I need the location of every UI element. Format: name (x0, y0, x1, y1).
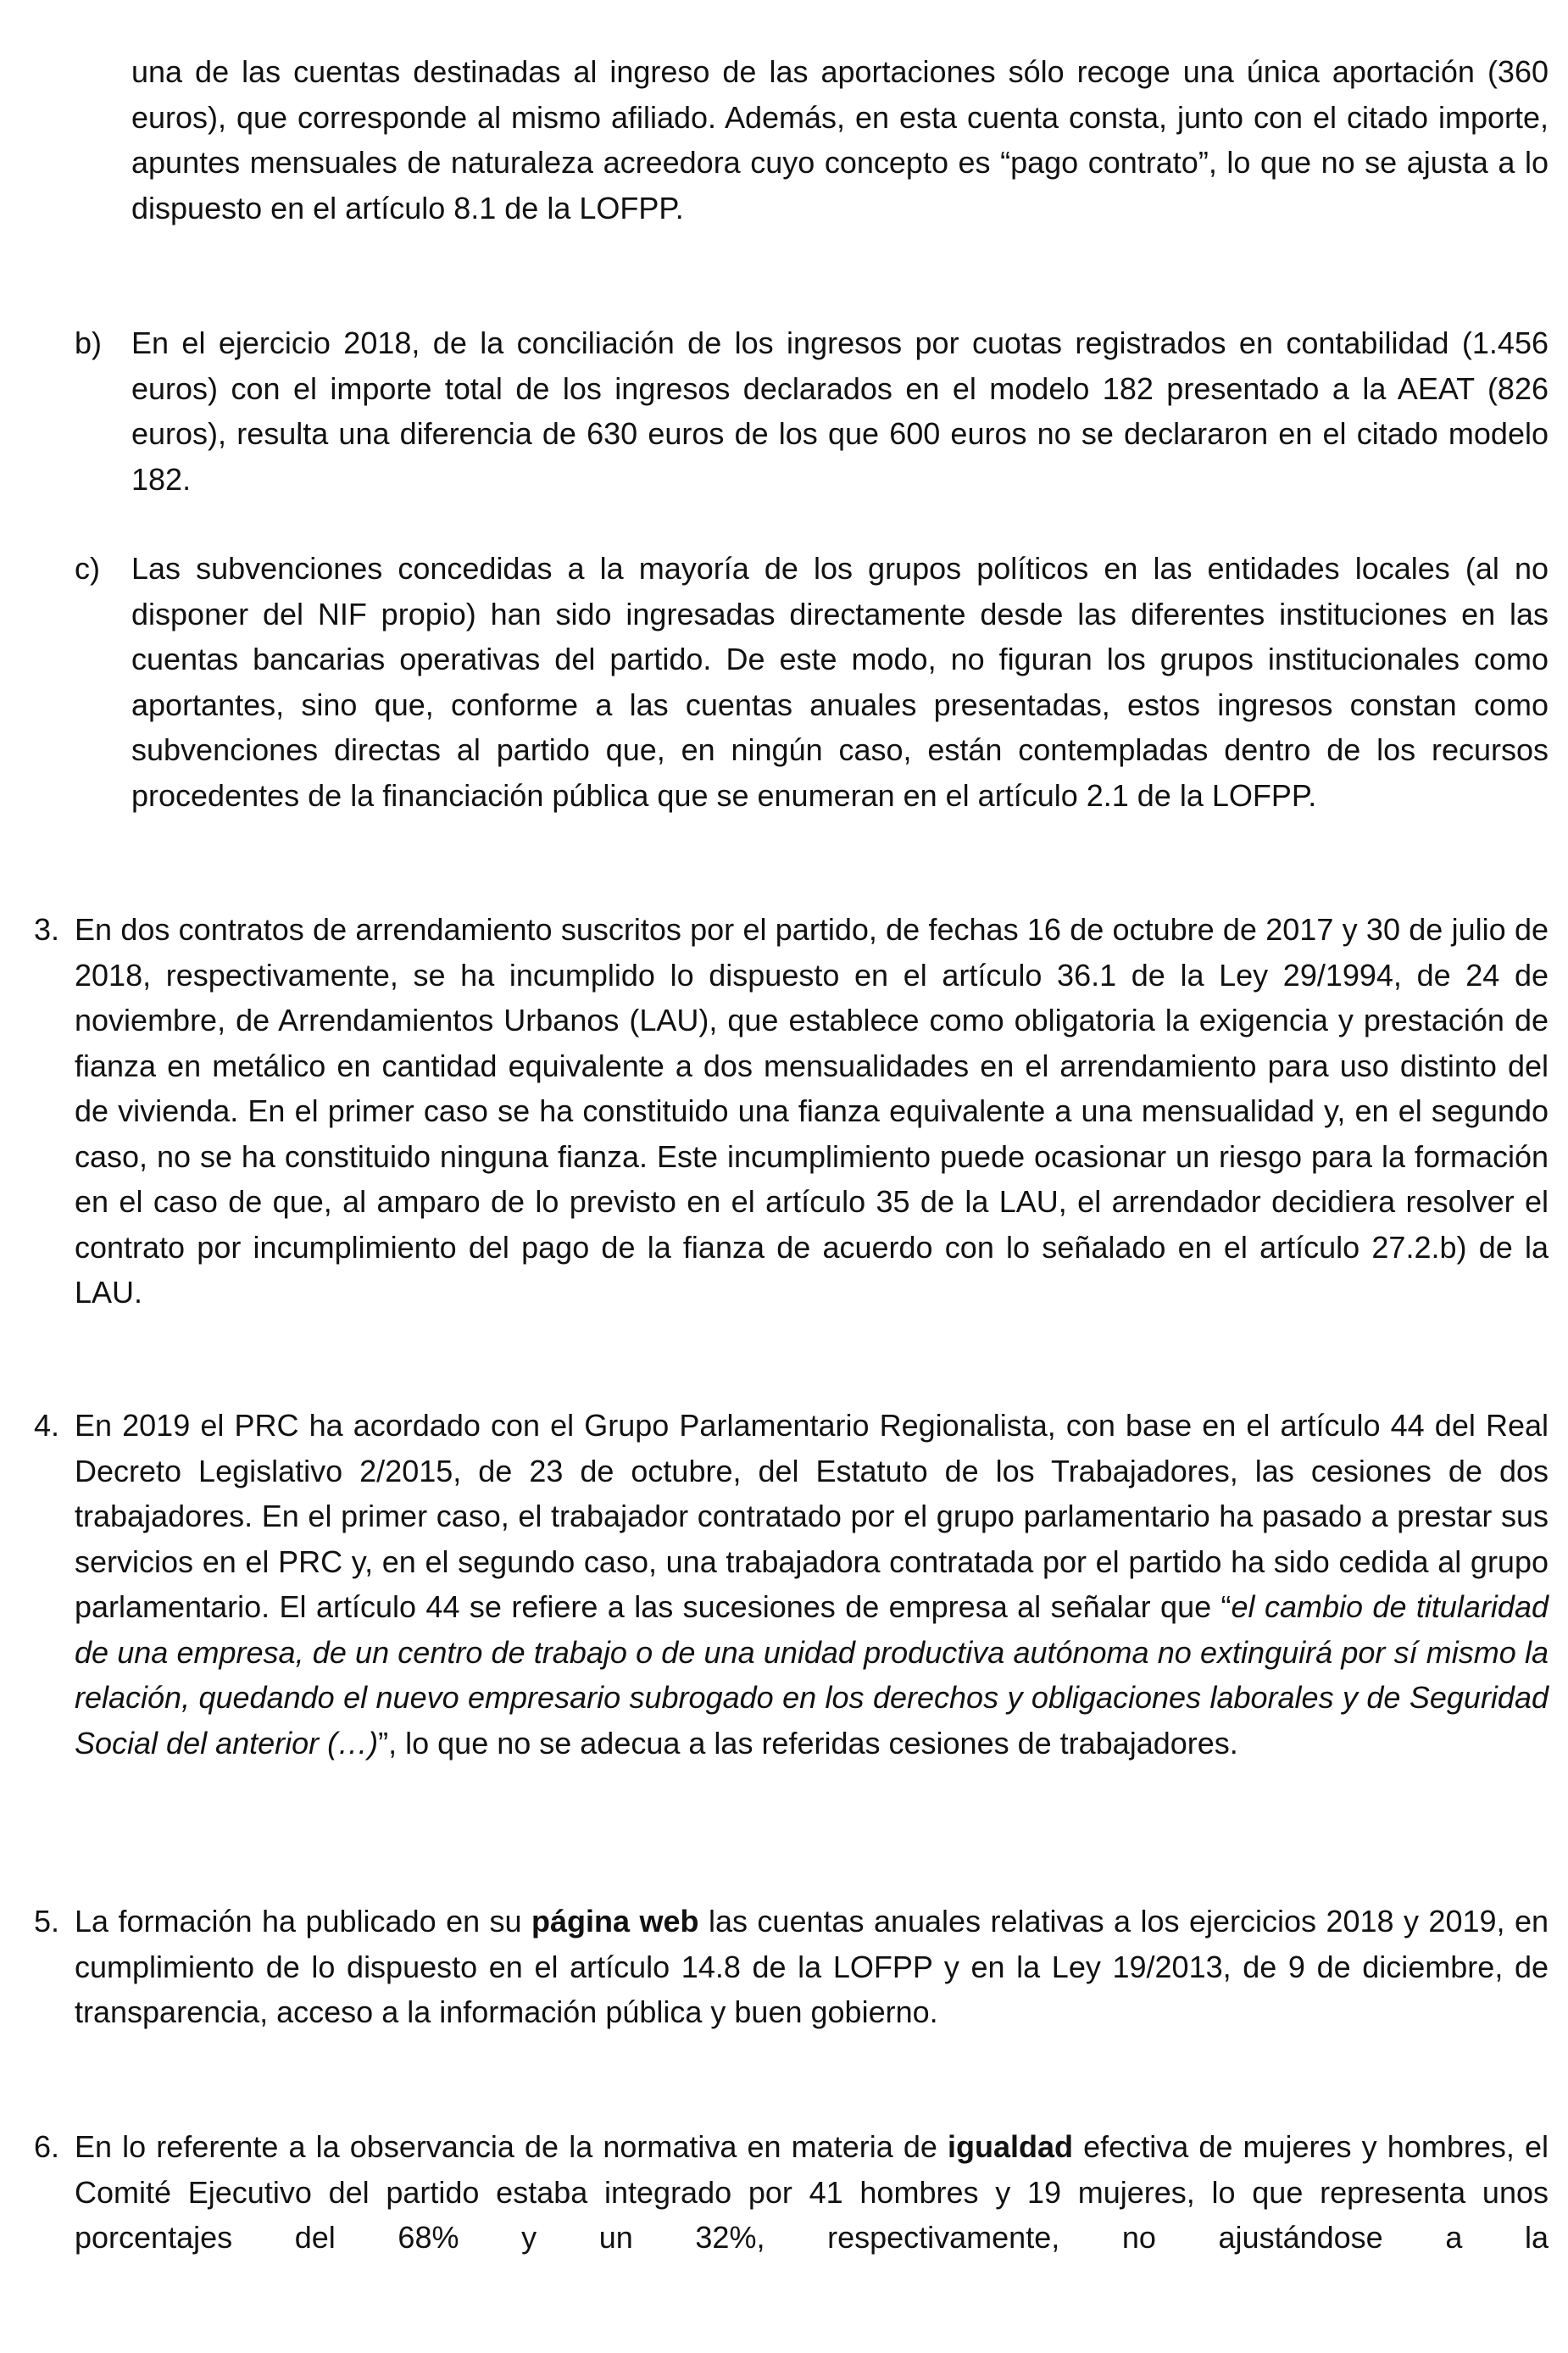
item-4-text-after: ”, lo que no se adecua a las referidas cesiones de trabajadores. (378, 1725, 1238, 1761)
item-5-text-before: La formación ha publicado en su (75, 1904, 532, 1939)
item-6-bold: igualdad (948, 2129, 1074, 2164)
item-marker-6: 6. (34, 2129, 60, 2164)
item-marker-3: 3. (34, 912, 60, 947)
item-marker-4: 4. (34, 1408, 60, 1443)
item-5-text (75, 1899, 1549, 2035)
item-marker-5: 5. (34, 1904, 60, 1939)
item-4-text-before: En 2019 el PRC ha acordado con el Grupo Parlamentario Regionalista, con base en el artículo 44 del Real Decreto Legislativo 2/2015, de 23 de octubre, del Estatuto de los Trabajadores, las cesiones de dos trabajadores. En el primer caso, el trabajador contratado por el grupo parlamentario ha pasado a prestar sus servicios en el PRC y, en el segundo caso, una trabajadora contratada por el partido ha sido cedida al grupo parlamentario. El artículo 44 se refiere a las sucesiones de empresa al señalar que “ (75, 1408, 1549, 1624)
sub-item-b-text: En el ejercicio 2018, de la conciliación de los ingresos por cuotas registrados en contabilidad (1.456 euros) con el importe total de los ingresos declarados en el modelo 182 presentado a la AEAT (826 euros), resulta una diferencia de 630 euros de los que 600 euros no se declararon en el citado modelo 182. (131, 325, 1549, 497)
sub-item-marker-b: b) (75, 325, 103, 360)
item-5-text-after: las cuentas anuales relativas a los ejercicios 2018 y 2019, en cumplimiento de lo dispuesto en el artículo 14.8 de la LOFPP y en la Ley 19/2013, de 9 de diciembre, de transparencia, acceso a la información pública y buen gobierno. (75, 1904, 1549, 2029)
item-6-text-after: efectiva de mujeres y hombres, el Comité Ejecutivo del partido estaba integrado por 41 hombres y 19 mujeres, lo que representa unos porcentajes del 68% y un 32%, respectivamente, no ajustándose a la (75, 2129, 1549, 2255)
item-4-quote: el cambio de titularidad de una empresa, de un centro de trabajo o de una unidad productiva autónoma no extinguirá por sí mismo la relación, quedando el nuevo empresario subrogado en los derechos y obligaciones laborales y de Seguridad Social del anterior (…) (75, 1589, 1549, 1761)
item-5-bold: página web (531, 1904, 699, 1939)
item-6-text (75, 2124, 1549, 2261)
sub-item-marker-c: c) (75, 551, 100, 586)
item-6-text-before: En lo referente a la observancia de la normativa en materia de (75, 2129, 948, 2164)
sub-item-c-text: Las subvenciones concedidas a la mayoría de los grupos políticos en las entidades locales (al no disponer del NIF propio) han sido ingresadas directamente desde las diferentes instituciones en las cuentas bancarias operativas del partido. De este modo, no figuran los grupos institucionales como aportantes, sino que, conforme a las cuentas anuales presentadas, estos ingresos constan como subvenciones directas al partido que, en ningún caso, están contempladas dentro de los recursos procedentes de la financiación pública que se enumeran en el artículo 2.1 de la LOFPP. (131, 551, 1549, 813)
continuation-paragraph: una de las cuentas destinadas al ingreso de las aportaciones sólo recoge una única aportación (360 euros), que corresponde al mismo afiliado. Además, en esta cuenta consta, junto con el citado importe, apuntes mensuales de naturaleza acreedora cuyo concepto es “pago contrato”, lo que no se ajusta a lo dispuesto en el artículo 8.1 de la LOFPP. (131, 54, 1549, 225)
item-3-text: En dos contratos de arrendamiento suscritos por el partido, de fechas 16 de octubre de 2017 y 30 de julio de 2018, respectivamente, se ha incumplido lo dispuesto en el artículo 36.1 de la Ley 29/1994, de 24 de noviembre, de Arrendamientos Urbanos (LAU), que establece como obligatoria la exigencia y prestación de fianza en metálico en cantidad equivalente a dos mensualidades en el arrendamiento para uso distinto del de vivienda. En el primer caso se ha constituido una fianza equivalente a una mensualidad y, en el segundo caso, no se ha constituido ninguna fianza. Este incumplimiento puede ocasionar un riesgo para la formación en el caso de que, al amparo de lo previsto en el artículo 35 de la LAU, el arrendador decidiera resolver el contrato por incumplimiento del pago de la fianza de acuerdo con lo señalado en el artículo 27.2.b) de la LAU. (75, 912, 1549, 1310)
item-4-text (75, 1403, 1549, 1766)
